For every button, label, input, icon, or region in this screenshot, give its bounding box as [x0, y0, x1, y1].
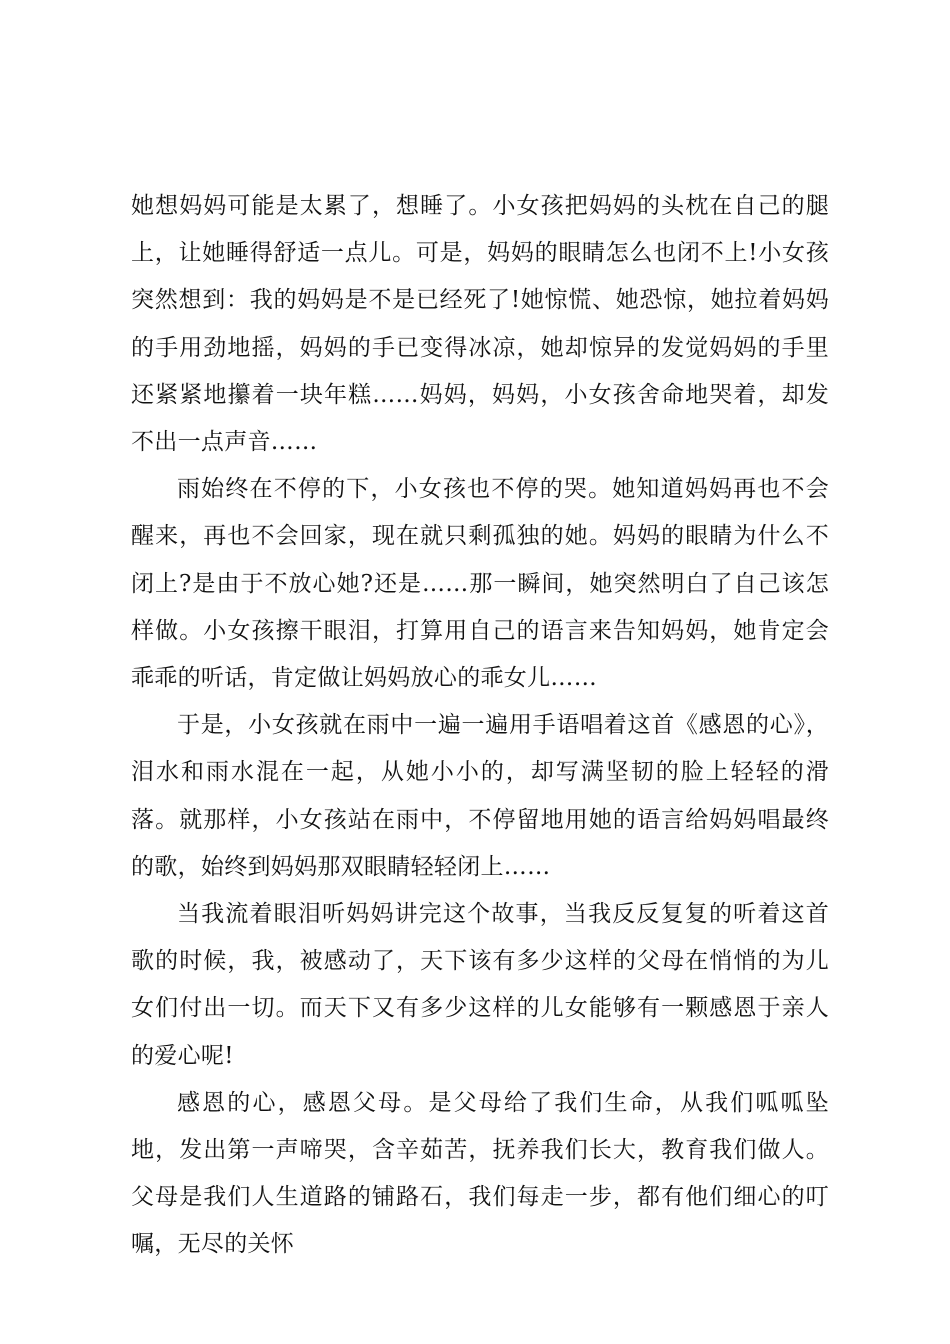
paragraph-1: 她想妈妈可能是太累了，想睡了。小女孩把妈妈的头枕在自己的腿上，让她睡得舒适一点儿。可是，妈妈的眼睛怎么也闭不上!小女孩突然想到：我的妈妈是不是已经死了!她惊慌、她恐惊，她拉着妈妈的手用劲地摇，妈妈的手已变得冰凉，她却惊异的发觉妈妈的手里还紧紧地攥着一块年糕……妈妈，妈妈，小女孩舍命地哭着，却发不出一点声音…… — [131, 193, 829, 456]
paragraph-3: 于是，小女孩就在雨中一遍一遍用手语唱着这首《感恩的心》，泪水和雨水混在一起，从她小小的，却写满坚韧的脸上轻轻的滑落。就那样，小女孩站在雨中，不停留地用她的语言给妈妈唱最终的歌，始终到妈妈那双眼睛轻轻闭上…… — [131, 712, 829, 880]
paragraph-4: 当我流着眼泪听妈妈讲完这个故事，当我反反复复的听着这首歌的时候，我，被感动了，天下该有多少这样的父母在悄悄的为儿女们付出一切。而天下又有多少这样的儿女能够有一颗感恩于亲人的爱心呢! — [131, 901, 829, 1069]
document-body — [131, 183, 829, 1269]
paragraph-2: 雨始终在不停的下，小女孩也不停的哭。她知道妈妈再也不会醒来，再也不会回家，现在就只剩孤独的她。妈妈的眼睛为什么不闭上?是由于不放心她?还是……那一瞬间，她突然明白了自己该怎样做。小女孩擦干眼泪，打算用自己的语言来告知妈妈，她肯定会乖乖的听话，肯定做让妈妈放心的乖女儿…… — [131, 476, 829, 692]
paragraph-5: 感恩的心，感恩父母。是父母给了我们生命，从我们呱呱坠地，发出第一声啼哭，含辛茹苦，抚养我们长大，教育我们做人。父母是我们人生道路的铺路石，我们每走一步，都有他们细心的叮嘱，无尽的关怀 — [131, 1089, 829, 1258]
